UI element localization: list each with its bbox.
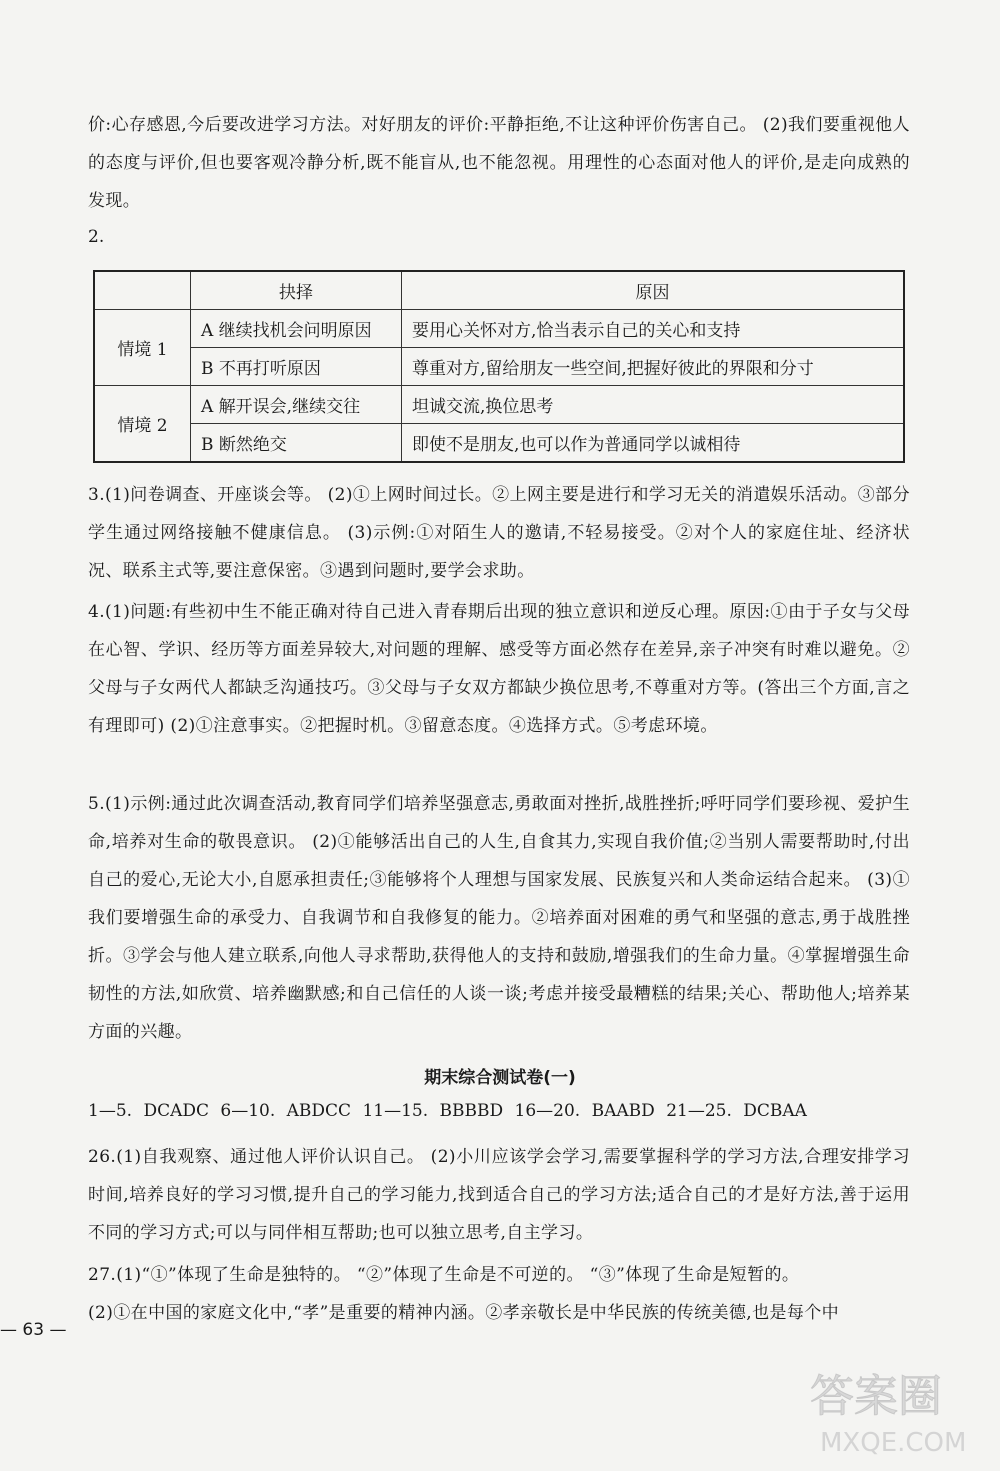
table-row: [94, 310, 904, 348]
option-cell: A 继续找机会问明原因: [191, 310, 402, 348]
reason-cell: 要用心关怀对方,恰当表示自己的关心和支持: [402, 310, 905, 348]
table-header-empty: [94, 271, 191, 310]
watermark-logo: [800, 1351, 980, 1461]
table-row: [94, 424, 904, 463]
situation-2-cell: 情境 2: [94, 386, 191, 463]
situation-1-cell: 情境 1: [94, 310, 191, 386]
watermark-text: 答案圈: [810, 1371, 942, 1422]
answer-paragraph-intro: 价:心存感恩,今后要改进学习方法。对好朋友的评价:平静拒绝,不让这种评价伤害自己。 (2)我们要重视他人的态度与评价,但也要客观冷静分析,既不能盲从,也不能忽视。用理性的心态面对他人的评价,是走向成熟的发现。: [88, 115, 910, 211]
answer-paragraph-q3: 3.(1)问卷调查、开座谈会等。 (2)①上网时间过长。②上网主要是进行和学习无关的消遣娱乐活动。③部分学生通过网络接触不健康信息。 (3)示例:①对陌生人的邀请,不轻易接受。②对个人的家庭住址、经济状况、联系主式等,要注意保密。③遇到问题时,要学会求助。: [88, 485, 910, 581]
answer-paragraph-q4: 4.(1)问题:有些初中生不能正确对待自己进入青春期后出现的独立意识和逆反心理。原因:①由于子女与父母在心智、学识、经历等方面差异较大,对问题的理解、感受等方面必然存在差异,亲子冲突有时难以避免。②父母与子女两代人都缺乏沟通技巧。③父母与子女双方都缺少换位思考,不尊重对方等。(答出三个方面,言之有理即可) (2)①注意事实。②把握时机。③留意态度。④选择方式。⑤考虑环境。: [88, 602, 910, 736]
reason-cell: 尊重对方,留给朋友一些空间,把握好彼此的界限和分寸: [402, 348, 905, 386]
reason-cell: 即使不是朋友,也可以作为普通同学以诚相待: [402, 424, 905, 463]
section-title: 期末综合测试卷(一): [424, 1068, 576, 1088]
page-number: — 63 —: [0, 1320, 67, 1340]
table-header-row: [94, 271, 904, 310]
answer-paragraph-q5: 5.(1)示例:通过此次调查活动,教育同学们培养坚强意志,勇敢面对挫折,战胜挫折;呼吁同学们要珍视、爱护生命,培养对生命的敬畏意识。 (2)①能够活出自己的人生,自食其力,实现自我价值;②当别人需要帮助时,付出自己的爱心,无论大小,自愿承担责任;③能够将个人理想与国家发展、民族复兴和人类命运结合起来。 (3)①我们要增强生命的承受力、自我调节和自我修复的能力。②培养面对困难的勇气和坚强的意志,勇于战胜挫折。③学会与他人建立联系,向他人寻求帮助,获得他人的支持和鼓励,增强我们的生命力量。④掌握增强生命韧性的方法,如欣赏、培养幽默感;和自己信任的人谈一谈;考虑并接受最糟糕的结果;关心、帮助他人;培养某方面的兴趣。: [88, 794, 910, 1042]
answer-paragraph-q27-1: 27.(1)“①”体现了生命是独特的。 “②”体现了生命是不可逆的。 “③”体现了生命是短暂的。: [88, 1265, 800, 1285]
choice-table: [93, 270, 905, 463]
option-cell: A 解开误会,继续交往: [191, 386, 402, 424]
watermark-url: MXQE.COM: [820, 1428, 967, 1458]
table-row: [94, 386, 904, 424]
question-2-label: 2.: [88, 227, 105, 247]
reason-cell: 坦诚交流,换位思考: [402, 386, 905, 424]
answer-paragraph-q26: 26.(1)自我观察、通过他人评价认识自己。 (2)小川应该学会学习,需要掌握科学的学习方法,合理安排学习时间,培养良好的学习习惯,提升自己的学习能力,找到适合自己的学习方法;适合自己的才是好方法,善于运用不同的学习方式;可以与同伴相互帮助;也可以独立思考,自主学习。: [88, 1147, 910, 1243]
option-cell: B 不再打听原因: [191, 348, 402, 386]
option-cell: B 断然绝交: [191, 424, 402, 463]
table-header-reason: 原因: [402, 271, 905, 310]
answer-paragraph-q27-2: (2)①在中国的家庭文化中,“孝”是重要的精神内涵。②孝亲敬长是中华民族的传统美德,也是每个中: [88, 1303, 840, 1323]
table-header-choice: 抉择: [191, 271, 402, 310]
multiple-choice-answers: 1—5. DCADC 6—10. ABDCC 11—15. BBBBD 16—20. BAABD 21—25. DCBAA: [88, 1101, 807, 1121]
table-row: [94, 348, 904, 386]
